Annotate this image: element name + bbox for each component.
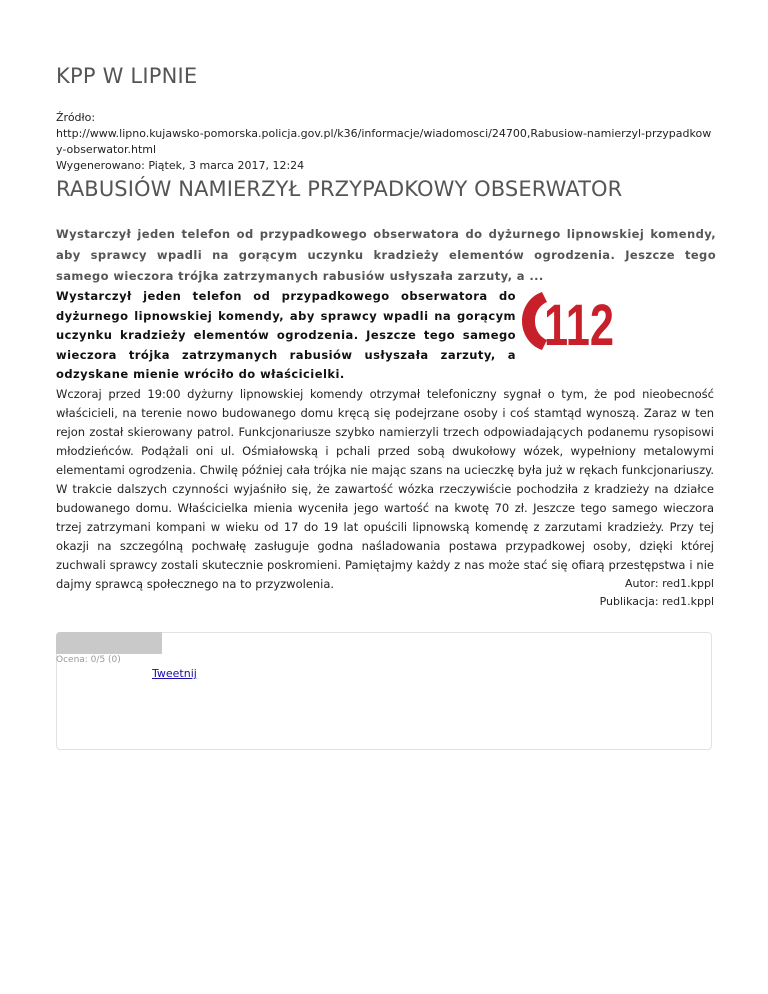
rating-text: Ocena: 0/5 (0) [56,655,121,665]
article-title: RABUSIÓW NAMIERZYŁ PRZYPADKOWY OBSERWATOR [56,177,623,201]
publication: Publikacja: red1.kppl [599,595,714,608]
article-body: Wczoraj przed 19:00 dyżurny lipnowskiej komendy otrzymał telefoniczny sygnał o tym, że pod nieobecność właścicieli, na terenie nowo budowanego domu kręcą się podejrzane osoby i coś stamtąd wynoszą. Zaraz w ten rejon został skierowany patrol. Funkcjonariusze szybko namierzyli trzech odpowiadających podanemu rysopisowi młodzieńców. Podążali oni ul. Ośmiałowską i pchali przed sobą dwukołowy wózek, wypełniony metalowymi elementami ogrodzenia. Chwilę później cała trójka nie mając szans na ucieczkę była już w rękach funkcjonariuszy. W trakcie dalszych czynności wyjaśniło się, że zawartość wózka rzeczywiście pochodziła z kradzieży na działce budowanego domu. Właścicielka mienia wyceniła jego wartość na kwotę 70 zł. Jeszcze tego samego wieczora trzej zatrzymani kompani w wieku od 17 do 19 lat opuścili lipnowską komendę z zarzutami kradzieży. Przy tej okazji na szczególną pochwałę zasługuje godna naśladowania postawa przypadkowej osoby, dzięki której zuchwali sprawcy zostali skutecznie poskromieni. Pamiętajmy każdy z nas może stać się ofiarą przestępstwa i nie dajmy sprawcą społecznego na to przyzwolenia. [56,387,714,591]
source-url: http://www.lipno.kujawsko-pomorska.policja.gov.pl/k36/informacje/wiadomosci/24700,Rabusiow-namierzyl-przypadkowy-obserwator.html [56,127,712,156]
generated-date: Wygenerowano: Piątek, 3 marca 2017, 12:24 [56,159,305,172]
site-title: KPP W LIPNIE [56,64,198,88]
article-intro: Wystarczył jeden telefon od przypadkowego obserwatora do dyżurnego lipnowskiej komendy, aby sprawcy wpadli na gorącym uczynku kradzieży elementów ogrodzenia. Jeszcze tego samego wieczora trójka zatrzymanych rabusiów usłyszała zarzuty, a odzyskane mienie wróciło do właścicielki. [56,289,516,381]
rating-stars[interactable] [56,632,162,654]
article-lead: Wystarczył jeden telefon od przypadkowego obserwatora do dyżurnego lipnowskiej komendy, aby sprawcy wpadli na gorącym uczynku kradzieży elementów ogrodzenia. Jeszcze tego samego wieczora trójka zatrzymanych rabusiów usłyszała zarzuty, a ... [56,227,716,283]
phone-112-icon [520,290,616,358]
source-meta [56,110,716,174]
tweet-link[interactable]: Tweetnij [152,667,197,680]
author: Autor: red1.kppl [625,577,714,590]
source-label: Źródło: [56,111,96,124]
emergency-number: 112 [544,293,614,358]
